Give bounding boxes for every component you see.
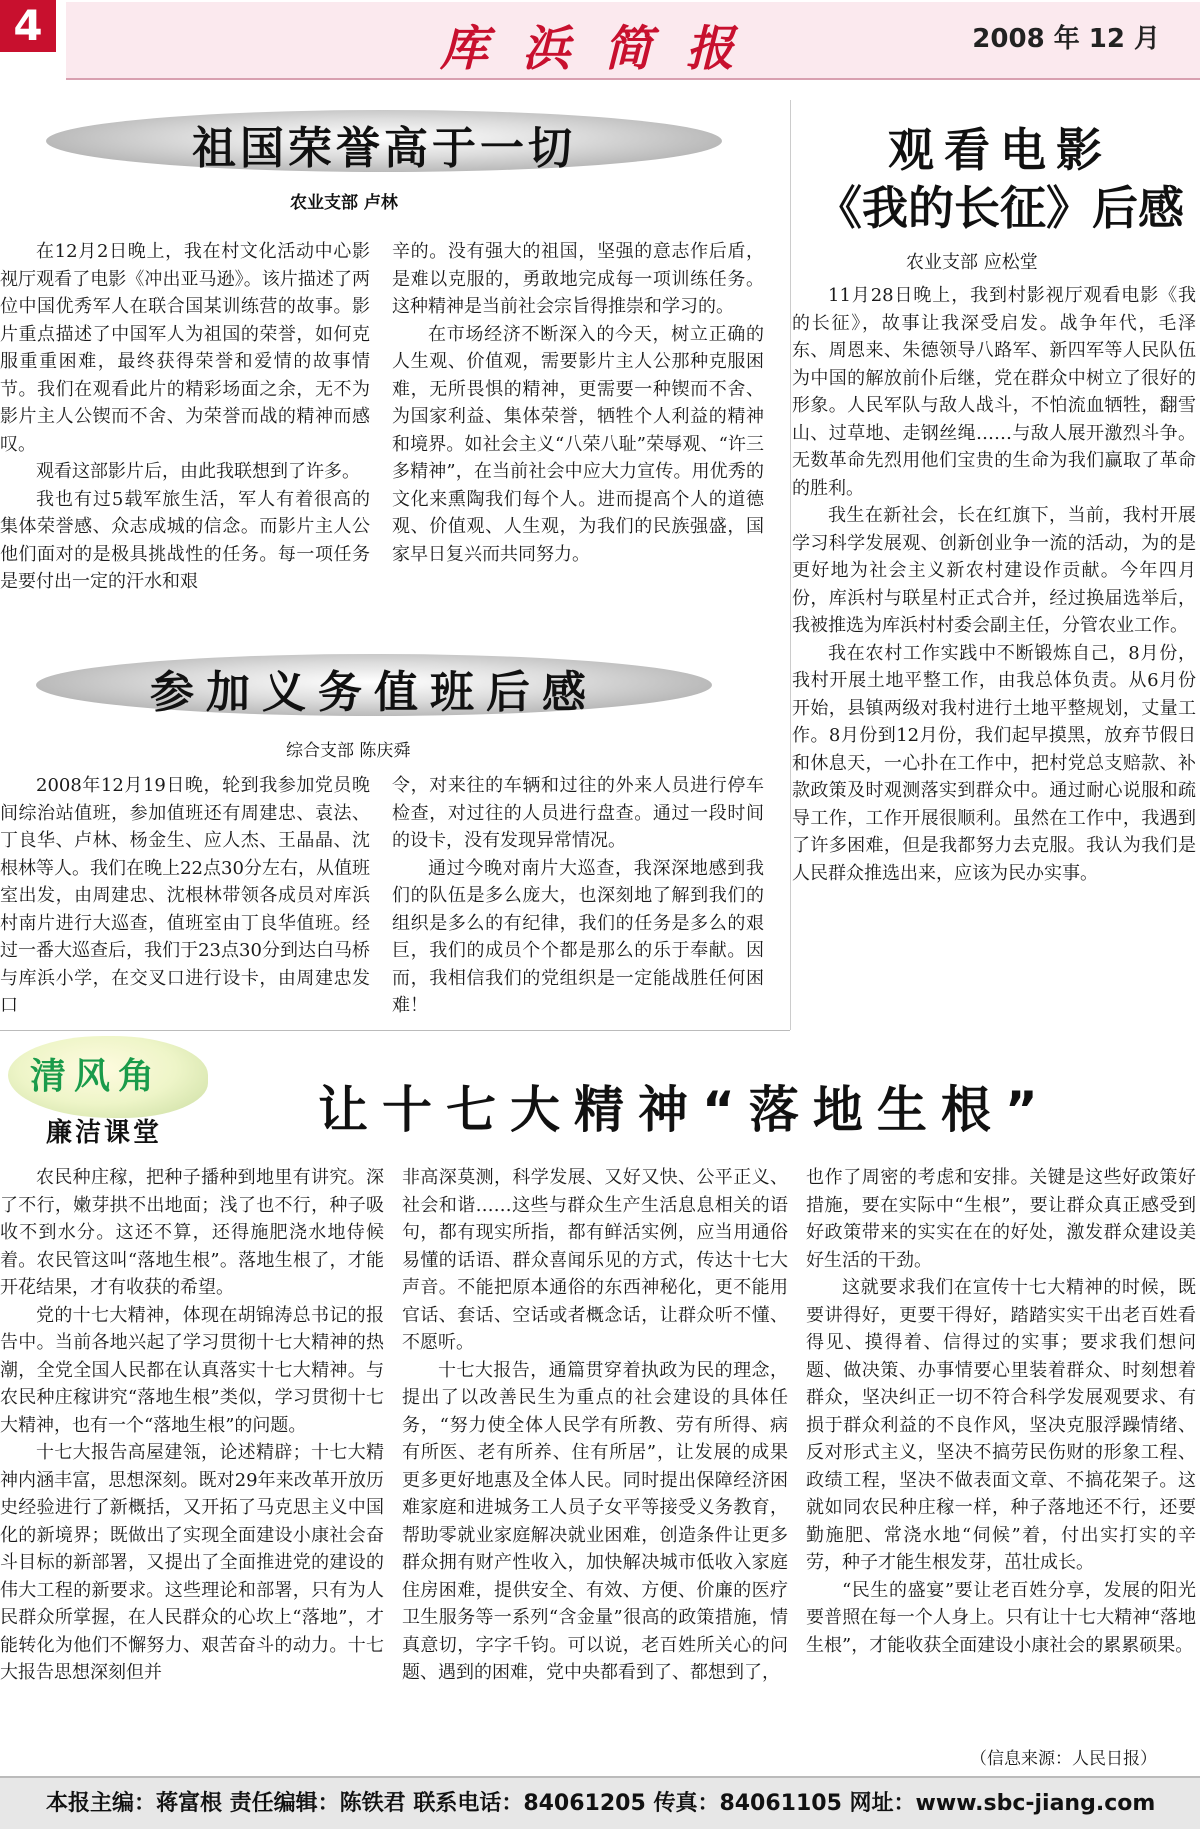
article1-col2: [392, 238, 764, 568]
paragraph: 这就要求我们在宣传十七大精神的时候，既要讲得好，更要干得好，踏踏实实干出老百姓看得见、摸得着、信得过的实事；要求我们想问题、做决策、办事情要心里装着群众、时刻想着群众，坚决纠正一切不符合科学发展观要求、有损于群众利益的不良作风，坚决克服浮躁情绪、反对形式主义，坚决不搞劳民伤财的形象工程、政绩工程，坚决不做表面文章、不搞花架子。这就如同农民种庄稼一样，种子落地还不行，还要勤施肥、常浇水地“伺候”着，付出实打实的辛劳，种子才能生根发芽，茁壮成长。: [806, 1277, 1196, 1573]
paragraph: 11月28日晚上，我到村影视厅观看电影《我的长征》，故事让我深受启发。战争年代，毛泽东、周恩来、朱德领导八路军、新四军等人民队伍为中国的解放前仆后继，党在群众中树立了很好的形象。人民军队与敌人战斗，不怕流血牺牲，翻雪山、过草地、走钢丝绳……与敌人展开激烈斗争。无数革命先烈用他们宝贵的生命为我们赢取了革命的胜利。: [792, 285, 1196, 499]
article2-byline: 综合支部 陈庆舜: [286, 741, 411, 761]
article1-title: 祖国荣誉高于一切: [192, 123, 576, 174]
article4-source: （信息来源：人民日报）: [970, 1749, 1157, 1769]
paragraph: 我生在新社会，长在红旗下，当前，我村开展学习科学发展观、创新创业争一流的活动，为的是更好地为社会主义新农村建设作贡献。今年四月份，库浜村与联星村正式合并，经过换届选举后，我被推选为库浜村村委会副主任，分管农业工作。: [792, 505, 1196, 636]
paragraph: 农民种庄稼，把种子播种到地里有讲究。深了不行，嫩芽拱不出地面；浅了也不行，种子吸收不到水分。这还不算，还得施肥浇水地侍候着。农民管这叫“落地生根”。落地生根了，才能开花结果，才有收获的希望。: [0, 1167, 384, 1298]
article3-byline: 农业支部 应松堂: [906, 252, 1038, 273]
column-badge-subtitle: 廉洁课堂: [46, 1118, 163, 1148]
paragraph: “民生的盛宴”要让老百姓分享，发展的阳光要普照在每一个人身上。只有让十七大精神“落地生根”，才能收获全面建设小康社会的累累硕果。: [806, 1579, 1196, 1656]
article1-byline: 农业支部 卢林: [290, 193, 398, 213]
article4-title: 让十七大精神“落地生根”: [318, 1081, 1052, 1139]
footer-contact: 本报主编：蒋富根 责任编辑：陈铁君 联系电话：84061205 传真：84061105 网址：www.sbc-jiang.com: [46, 1791, 1156, 1816]
article3-title-line1: 观看电影: [888, 123, 1112, 177]
paragraph: 我在农村工作实践中不断锻炼自己，8月份，我村开展土地平整工作，由我总体负责。从6月份开始，县镇两级对我村进行土地平整规划，丈量工作。8月份到12月份，我们起早摸黑，放弃节假日和休息天，一心扑在工作中，把村党总支赔款、补款政策及时观测落实到群众中。通过耐心说服和疏导工作，工作开展很顺利。虽然在工作中，我遇到了许多困难，但是我都努力去克服。我认为我们是人民群众推选出来，应该为民办实事。: [792, 642, 1196, 884]
issue-date: 2008 年 12 月: [972, 24, 1160, 54]
article4-col1: [0, 1164, 384, 1687]
article2-col2: [392, 772, 764, 1020]
paragraph: 也作了周密的考虑和安排。关键是这些好政策好措施，要在实际中“生根”，要让群众真正感受到好政策带来的实实在在的好处，激发群众建设美好生活的干劲。: [806, 1167, 1196, 1271]
article4-col3: [806, 1164, 1196, 1659]
paragraph: 辛的。没有强大的祖国，坚强的意志作后盾，是难以克服的，勇敢地完成每一项训练任务。这种精神是当前社会宗旨得推崇和学习的。: [392, 241, 764, 317]
paragraph: 非高深莫测，科学发展、又好又快、公平正义、社会和谐……这些与群众生产生活息息相关的语句，都有现实所指，都有鲜活实例，应当用通俗易懂的话语、群众喜闻乐见的方式，传达十七大声音。不能把原本通俗的东西神秘化，更不能用官话、套话、空话或者概念话，让群众听不懂、不愿听。: [402, 1167, 788, 1353]
paragraph: 2008年12月19日晚，轮到我参加党员晚间综治站值班，参加值班还有周建忠、袁法、丁良华、卢林、杨金生、应人杰、王晶晶、沈根林等人。我们在晚上22点30分左右，从值班室出发，由周建忠、沈根林带领各成员对库浜村南片进行大巡查，值班室由丁良华值班。经过一番大巡查后，我们于23点30分到达白马桥与库浜小学，在交叉口进行设卡，由周建忠发口: [0, 775, 370, 1016]
paragraph: 在12月2日晚上，我在村文化活动中心影视厅观看了电影《冲出亚马逊》。该片描述了两位中国优秀军人在联合国某训练营的故事。影片重点描述了中国军人为祖国的荣誉，如何克服重重困难，最终获得荣誉和爱情的故事情节。我们在观看此片的精彩场面之余，无不为影片主人公锲而不舍、为荣誉而战的精神而感叹。: [0, 241, 370, 455]
paragraph: 党的十七大精神，体现在胡锦涛总书记的报告中。当前各地兴起了学习贯彻十七大精神的热潮，全党全国人民都在认真落实十七大精神。与农民种庄稼讲究“落地生根”类似，学习贯彻十七大精神，也有一个“落地生根”的问题。: [0, 1304, 384, 1436]
paragraph: 十七大报告，通篇贯穿着执政为民的理念，提出了以改善民生为重点的社会建设的具体任务，“努力使全体人民学有所教、劳有所得、病有所医、老有所养、住有所居”，让发展的成果更多更好地惠及全体人民。同时提出保障经济困难家庭和进城务工人员子女平等接受义务教育，帮助零就业家庭解决就业困难，创造条件让更多群众拥有财产性收入，加快解决城市低收入家庭住房困难，提供安全、有效、方便、价廉的医疗卫生服务等一系列“含金量”很高的政策措施，情真意切，字字千钧。可以说，老百姓所关心的问题、遇到的困难，党中央都看到了、都想到了，: [402, 1359, 788, 1683]
paragraph: 十七大报告高屋建瓴，论述精辟；十七大精神内涵丰富，思想深刻。既对29年来改革开放历史经验进行了新概括，又开拓了马克思主义中国化的新境界；既做出了实现全面建设小康社会奋斗目标的新部署，又提出了全面推进党的建设的伟大工程的新要求。这些理论和部署，只有为人民群众所掌握，在人民群众的心坎上“落地”，才能转化为他们不懈努力、艰苦奋斗的动力。十七大报告思想深刻但并: [0, 1442, 384, 1683]
article2-col1: [0, 772, 370, 1020]
paragraph: 观看这部影片后，由此我联想到了许多。: [36, 461, 360, 482]
column-divider: [790, 100, 791, 1030]
column-badge-name: 清风角: [30, 1056, 163, 1097]
article2-title: 参加义务值班后感: [150, 667, 598, 718]
paragraph: 令，对来往的车辆和过往的外来人员进行停车检查，对过往的人员进行盘查。通过一段时间的设卡，没有发现异常情况。: [392, 775, 764, 851]
paragraph: 我也有过5载军旅生活，军人有着很高的集体荣誉感、众志成城的信念。而影片主人公他们面对的是极具挑战性的任务。每一项任务是要付出一定的汗水和艰: [0, 488, 370, 592]
paragraph: 在市场经济不断深入的今天，树立正确的人生观、价值观，需要影片主人公那种克服困难，无所畏惧的精神，更需要一种锲而不舍、为国家利益、集体荣誉，牺牲个人利益的精神和境界。如社会主义“八荣八耻”荣辱观、“许三多精神”，在当前社会中应大力宣传。用优秀的文化来熏陶我们每个人。进而提高个人的道德观、价值观、人生观，为我们的民族强盛，国家早日复兴而共同努力。: [392, 323, 764, 565]
section-divider: [0, 1030, 790, 1031]
paragraph: 通过今晚对南片大巡查，我深深地感到我们的队伍是多么庞大，也深刻地了解到我们的组织是多么的有纪律，我们的任务是多么的艰巨，我们的成员个个都是那么的乐于奉献。因而，我相信我们的党组织是一定能战胜任何困难！: [392, 857, 764, 1016]
article3-col: [792, 282, 1196, 887]
paper-name: 库浜简报: [440, 21, 769, 77]
article1-col1: [0, 238, 370, 596]
page-number: 4: [0, 0, 56, 52]
article4-col2: [402, 1164, 788, 1687]
article3-title-line2: 《我的长征》后感: [816, 181, 1184, 235]
